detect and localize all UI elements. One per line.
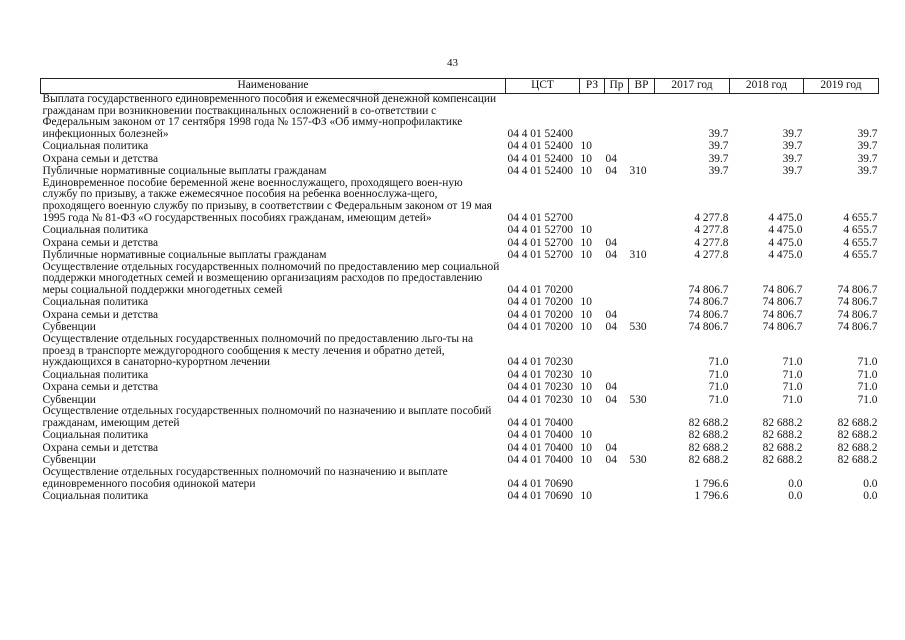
cell-vr [629, 262, 655, 297]
cell-vr: 530 [629, 393, 647, 406]
cell-pr: 04 [605, 236, 617, 249]
cell-rz: 10 [580, 296, 592, 309]
cell-y2017: 4 277.8 [694, 211, 729, 224]
table-row [41, 442, 879, 455]
cell-pr [605, 140, 629, 153]
cell-y2019: 0.0 [863, 477, 878, 490]
cell-name: Охрана семьи и детства [42, 441, 158, 454]
table-row [41, 369, 879, 382]
cell-y2019: 71.0 [857, 368, 878, 381]
header-pr: Пр [605, 79, 629, 94]
cell-y2018: 39.7 [782, 152, 803, 165]
table-row [41, 237, 879, 250]
cell-rz [580, 178, 605, 224]
cell-y2017: 74 806.7 [688, 296, 729, 309]
cell-code: 04 4 01 70230 [507, 393, 573, 406]
cell-name: Осуществление отдельных государственных полномочий по предоставлению льго-ты на проезд в транспорте междугородного сообщения к месту лечения и обратно детей, нуждающихся в санаторно-курортном лечении [42, 333, 474, 369]
header-2019: 2019 год [804, 79, 879, 94]
cell-name: Социальная политика [42, 490, 149, 503]
cell-code: 04 4 01 52400 [507, 140, 573, 153]
cell-y2018: 82 688.2 [762, 429, 803, 442]
cell-rz: 10 [580, 165, 592, 178]
cell-rz: 10 [580, 490, 592, 503]
cell-rz: 10 [580, 224, 592, 237]
cell-y2018: 71.0 [782, 393, 803, 406]
cell-y2018: 39.7 [782, 140, 803, 153]
cell-y2019: 39.7 [857, 152, 878, 165]
cell-y2019: 4 655.7 [843, 249, 878, 262]
cell-rz: 10 [580, 140, 592, 153]
cell-y2017: 74 806.7 [688, 321, 729, 334]
header-2017: 2017 год [655, 79, 730, 94]
cell-vr [629, 369, 655, 382]
header-2018: 2018 год [730, 79, 804, 94]
cell-name: Социальная политика [42, 140, 149, 153]
table-row [41, 249, 879, 262]
cell-pr [605, 430, 629, 443]
cell-code: 04 4 01 52400 [507, 152, 573, 165]
cell-y2019: 74 806.7 [837, 296, 878, 309]
cell-vr: 310 [629, 249, 647, 262]
cell-name: Охрана семьи и детства [42, 152, 158, 165]
cell-vr [629, 178, 655, 224]
cell-y2018: 82 688.2 [762, 454, 803, 467]
cell-code: 04 4 01 70200 [507, 321, 573, 334]
table-row [41, 430, 879, 443]
cell-vr [629, 430, 655, 443]
cell-code: 04 4 01 52400 [507, 165, 573, 178]
cell-name: Субвенции [42, 454, 96, 467]
table-row [41, 297, 879, 310]
cell-rz [580, 467, 605, 490]
table-row [41, 467, 879, 490]
cell-y2017: 4 277.8 [694, 236, 729, 249]
cell-name: Социальная политика [42, 429, 149, 442]
cell-y2019: 4 655.7 [843, 236, 878, 249]
cell-y2018: 4 475.0 [768, 211, 803, 224]
cell-y2017: 82 688.2 [688, 416, 729, 429]
cell-y2019: 39.7 [857, 140, 878, 153]
cell-y2018: 4 475.0 [768, 236, 803, 249]
cell-pr: 04 [605, 249, 617, 262]
cell-pr: 04 [605, 165, 617, 178]
cell-code: 04 4 01 70400 [507, 429, 573, 442]
cell-y2018: 82 688.2 [762, 441, 803, 454]
cell-y2019: 4 655.7 [843, 224, 878, 237]
cell-y2017: 71.0 [708, 393, 729, 406]
cell-vr [629, 490, 655, 503]
cell-code: 04 4 01 70690 [507, 477, 573, 490]
cell-vr [629, 334, 655, 369]
cell-name: Социальная политика [42, 368, 149, 381]
cell-pr [605, 467, 629, 490]
cell-y2019: 0.0 [863, 490, 878, 503]
cell-y2017: 1 796.6 [694, 490, 729, 503]
cell-y2017: 71.0 [708, 368, 729, 381]
table-row [41, 224, 879, 237]
table-row [41, 178, 879, 224]
cell-y2017: 39.7 [708, 140, 729, 153]
cell-y2019: 39.7 [857, 127, 878, 140]
cell-y2017: 74 806.7 [688, 308, 729, 321]
header-code: ЦСТ [506, 79, 580, 94]
page-number: 43 [447, 57, 458, 69]
cell-y2019: 39.7 [857, 165, 878, 178]
cell-pr [605, 94, 629, 141]
cell-code: 04 4 01 70200 [507, 283, 573, 296]
cell-vr: 530 [629, 454, 647, 467]
cell-y2019: 71.0 [857, 356, 878, 369]
cell-code: 04 4 01 52400 [507, 127, 573, 140]
cell-code: 04 4 01 70230 [507, 356, 573, 369]
table-body [41, 94, 879, 503]
table-row [41, 153, 879, 166]
cell-vr [629, 94, 655, 141]
cell-vr [629, 224, 655, 237]
cell-rz [580, 334, 605, 369]
cell-rz [580, 406, 605, 429]
cell-pr: 04 [605, 454, 617, 467]
cell-y2018: 82 688.2 [762, 416, 803, 429]
cell-rz: 10 [580, 308, 592, 321]
cell-pr [605, 262, 629, 297]
cell-code: 04 4 01 70690 [507, 490, 573, 503]
cell-rz: 10 [580, 393, 592, 406]
cell-pr [605, 334, 629, 369]
cell-vr [629, 381, 655, 394]
cell-y2017: 4 277.8 [694, 224, 729, 237]
cell-vr [629, 237, 655, 250]
cell-vr [629, 153, 655, 166]
cell-name: Социальная политика [42, 296, 149, 309]
table-row [41, 334, 879, 369]
cell-y2017: 1 796.6 [694, 477, 729, 490]
cell-rz: 10 [580, 249, 592, 262]
cell-y2019: 82 688.2 [837, 441, 878, 454]
table-row [41, 406, 879, 429]
cell-name: Осуществление отдельных государственных полномочий по предоставлению мер социальной поддержки многодетных семей и возмещению организациям расходов по предоставлению меры социальной поддержки многодетных семей [42, 260, 500, 296]
cell-name: Осуществление отдельных государственных полномочий по назначению и выплате пособий гражданам, имеющим детей [42, 405, 492, 429]
cell-y2018: 0.0 [788, 477, 803, 490]
cell-y2019: 82 688.2 [837, 429, 878, 442]
cell-rz: 10 [580, 454, 592, 467]
cell-code: 04 4 01 70230 [507, 381, 573, 394]
cell-y2018: 74 806.7 [762, 308, 803, 321]
cell-name: Единовременное пособие беременной жене военнослужащего, проходящего воен-ную службу по призыву, а также ежемесячное пособия на ребенка военнослужа-щего, проходящего военную службу по призыву, в соответствии с Федеральным законом от 19 мая 1995 года № 81-ФЗ «О государственных пособиях гражданам, имеющим детей» [42, 176, 492, 224]
cell-vr [629, 442, 655, 455]
cell-y2017: 39.7 [708, 152, 729, 165]
cell-code: 04 4 01 70400 [507, 441, 573, 454]
cell-y2019: 71.0 [857, 381, 878, 394]
cell-pr: 04 [605, 308, 617, 321]
cell-pr: 04 [605, 152, 617, 165]
cell-y2018: 0.0 [788, 490, 803, 503]
cell-pr [605, 406, 629, 429]
cell-name: Охрана семьи и детства [42, 236, 158, 249]
cell-vr [629, 140, 655, 153]
cell-y2019: 82 688.2 [837, 454, 878, 467]
cell-rz: 10 [580, 236, 592, 249]
table-header [41, 79, 879, 94]
cell-rz [580, 94, 605, 141]
cell-vr [629, 309, 655, 322]
header-rz: РЗ [580, 79, 605, 94]
cell-y2019: 4 655.7 [843, 211, 878, 224]
table-row [41, 490, 879, 503]
cell-vr [629, 297, 655, 310]
table-row [41, 262, 879, 297]
budget-table [40, 78, 879, 503]
cell-name: Выплата государственного единовременного пособия и ежемесячной денежной компенсации гражданам при возникновении поствакцинальных осложнений в со-ответствии с Федеральным законом от 17 сентября 1998 года № 157-ФЗ «Об имму-нопрофилактике инфекционных болезней» [42, 93, 497, 140]
cell-pr [605, 224, 629, 237]
cell-vr [629, 406, 655, 429]
cell-code: 04 4 01 52700 [507, 249, 573, 262]
cell-name: Субвенции [42, 321, 96, 334]
cell-y2019: 82 688.2 [837, 416, 878, 429]
cell-pr [605, 297, 629, 310]
cell-vr: 530 [629, 321, 647, 334]
cell-y2018: 71.0 [782, 356, 803, 369]
cell-code: 04 4 01 70200 [507, 296, 573, 309]
cell-y2018: 71.0 [782, 368, 803, 381]
cell-code: 04 4 01 70230 [507, 368, 573, 381]
cell-rz: 10 [580, 152, 592, 165]
cell-code: 04 4 01 70200 [507, 308, 573, 321]
cell-pr [605, 178, 629, 224]
cell-y2019: 74 806.7 [837, 308, 878, 321]
cell-y2018: 74 806.7 [762, 296, 803, 309]
cell-code: 04 4 01 52700 [507, 236, 573, 249]
cell-y2018: 74 806.7 [762, 321, 803, 334]
cell-code: 04 4 01 70400 [507, 416, 573, 429]
cell-name: Субвенции [42, 393, 96, 406]
cell-rz: 10 [580, 441, 592, 454]
cell-y2017: 74 806.7 [688, 283, 729, 296]
cell-y2018: 4 475.0 [768, 249, 803, 262]
cell-y2018: 74 806.7 [762, 283, 803, 296]
cell-y2018: 39.7 [782, 165, 803, 178]
header-name: Наименование [41, 79, 506, 94]
cell-code: 04 4 01 70400 [507, 454, 573, 467]
cell-y2019: 71.0 [857, 393, 878, 406]
header-vr: ВР [629, 79, 655, 94]
table-row [41, 94, 879, 141]
cell-y2018: 4 475.0 [768, 224, 803, 237]
cell-y2017: 82 688.2 [688, 429, 729, 442]
table-row [41, 165, 879, 178]
cell-code: 04 4 01 52700 [507, 211, 573, 224]
cell-vr: 310 [629, 165, 647, 178]
cell-y2017: 39.7 [708, 127, 729, 140]
cell-y2017: 82 688.2 [688, 454, 729, 467]
cell-pr: 04 [605, 321, 617, 334]
cell-name: Социальная политика [42, 224, 149, 237]
cell-y2017: 4 277.8 [694, 249, 729, 262]
cell-pr: 04 [605, 441, 617, 454]
table-row [41, 381, 879, 394]
cell-y2017: 82 688.2 [688, 441, 729, 454]
cell-name: Охрана семьи и детства [42, 381, 158, 394]
cell-rz: 10 [580, 321, 592, 334]
table-row [41, 140, 879, 153]
cell-name: Охрана семьи и детства [42, 308, 158, 321]
cell-rz [580, 262, 605, 297]
cell-y2018: 71.0 [782, 381, 803, 394]
cell-y2017: 71.0 [708, 356, 729, 369]
cell-rz: 10 [580, 368, 592, 381]
cell-name: Осуществление отдельных государственных полномочий по назначению и выплате единовременного пособия одинокой матери [42, 466, 448, 490]
cell-pr: 04 [605, 381, 617, 394]
cell-y2017: 71.0 [708, 381, 729, 394]
cell-y2019: 74 806.7 [837, 321, 878, 334]
cell-rz: 10 [580, 429, 592, 442]
table-row [41, 309, 879, 322]
cell-pr: 04 [605, 393, 617, 406]
cell-vr [629, 467, 655, 490]
cell-name: Публичные нормативные социальные выплаты гражданам [42, 249, 327, 262]
cell-rz: 10 [580, 381, 592, 394]
cell-code: 04 4 01 52700 [507, 224, 573, 237]
cell-name: Публичные нормативные социальные выплаты гражданам [42, 165, 327, 178]
cell-y2019: 74 806.7 [837, 283, 878, 296]
cell-y2017: 39.7 [708, 165, 729, 178]
cell-y2018: 39.7 [782, 127, 803, 140]
cell-pr [605, 369, 629, 382]
cell-pr [605, 490, 629, 503]
